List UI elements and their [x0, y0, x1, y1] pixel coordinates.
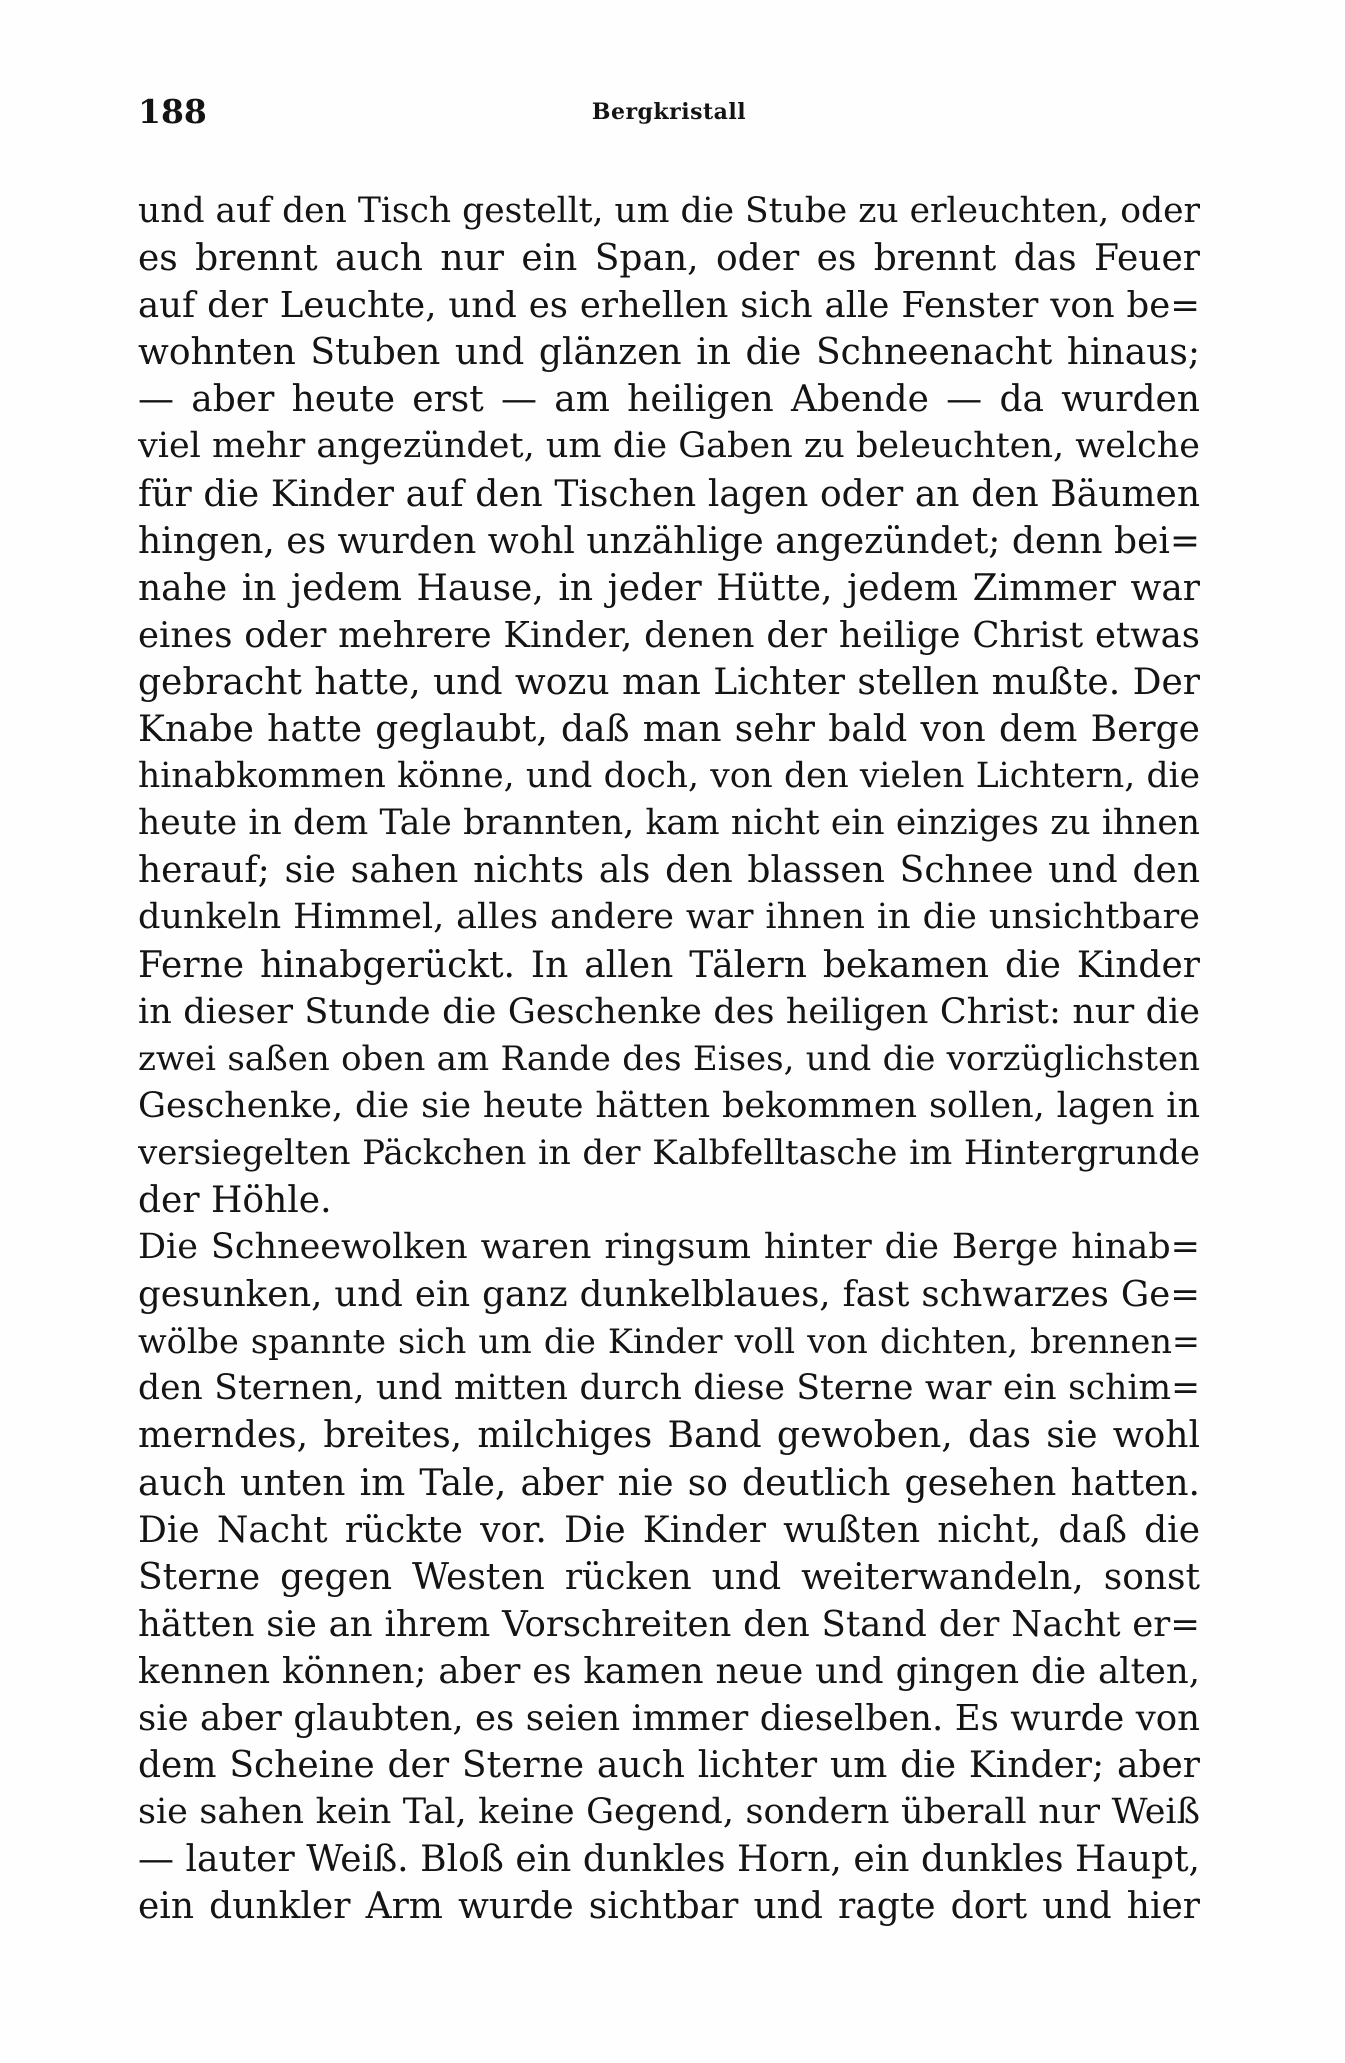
text-line: dem Scheine der Sterne auch lichter um die Kinder; aber: [138, 1745, 1200, 1787]
text-line: auch unten im Tale, aber nie so deutlich gesehen hatten.: [138, 1462, 1200, 1504]
text-line: wölbe spannte sich um die Kinder voll von dichten, brennen=: [138, 1322, 1200, 1362]
text-line: versiegelten Päckchen in der Kalbfelltasche im Hintergrunde: [138, 1132, 1200, 1173]
text-line: Ferne hinabgerückt. In allen Tälern bekamen die Kinder: [138, 944, 1200, 986]
text-line: Die Schneewolken waren ringsum hinter die Berge hinab=: [138, 1227, 1200, 1268]
paragraph-end-line: der Höhle.: [138, 1179, 332, 1221]
text-line: Knabe hatte geglaubt, daß man sehr bald von dem Berge: [138, 709, 1200, 751]
body-text: [138, 188, 1200, 1930]
text-line: hätten sie an ihrem Vorschreiten den Stand der Nacht er=: [138, 1603, 1200, 1645]
page-number: 188: [138, 92, 207, 131]
text-line: auf der Leuchte, und es erhellen sich alle Fenster von be=: [138, 285, 1200, 327]
text-line: ein dunkler Arm wurde sichtbar und ragte dort und hier: [138, 1886, 1200, 1928]
text-line: für die Kinder auf den Tischen lagen oder an den Bäumen: [138, 473, 1200, 515]
text-line: hingen, es wurden wohl unzählige angezündet; denn bei=: [138, 520, 1200, 562]
text-line: sie aber glaubten, es seien immer dieselben. Es wurde von: [138, 1698, 1200, 1739]
text-line: gebracht hatte, und wozu man Lichter stellen mußte. Der: [138, 661, 1200, 703]
text-line: es brennt auch nur ein Span, oder es brennt das Feuer: [138, 238, 1200, 280]
text-line: eines oder mehrere Kinder, denen der heilige Christ etwas: [138, 614, 1200, 656]
text-line: in dieser Stunde die Geschenke des heiligen Christ: nur die: [138, 991, 1200, 1032]
text-line: herauf; sie sahen nichts als den blassen Schnee und den: [138, 850, 1200, 892]
text-line: sie sahen kein Tal, keine Gegend, sondern überall nur Weiß: [138, 1792, 1200, 1833]
text-line: wohnten Stuben und glänzen in die Schneenacht hinaus;: [138, 332, 1200, 374]
text-line: dunkeln Himmel, alles andere war ihnen in die unsichtbare: [138, 897, 1200, 938]
text-line: Die Nacht rückte vor. Die Kinder wußten nicht, daß die: [138, 1509, 1200, 1551]
text-line: kennen können; aber es kamen neue und gingen die alten,: [138, 1650, 1200, 1692]
text-line: den Sternen, und mitten durch diese Sterne war ein schim=: [138, 1368, 1200, 1409]
text-line: heute in dem Tale brannten, kam nicht ein einziges zu ihnen: [138, 803, 1200, 844]
text-line: — lauter Weiß. Bloß ein dunkles Horn, ein dunkles Haupt,: [138, 1839, 1200, 1881]
text-line: hinabkommen könne, und doch, von den vielen Lichtern, die: [138, 756, 1200, 797]
text-line: viel mehr angezündet, um die Gaben zu beleuchten, welche: [138, 426, 1200, 467]
text-line: und auf den Tisch gestellt, um die Stube zu erleuchten, oder: [138, 191, 1200, 231]
text-line: Sterne gegen Westen rücken und weiterwandeln, sonst: [138, 1556, 1200, 1598]
text-line: — aber heute erst — am heiligen Abende — da wurden: [138, 379, 1200, 421]
text-line: merndes, breites, milchiges Band gewoben, das sie wohl: [138, 1415, 1200, 1457]
text-line: zwei saßen oben am Rande des Eises, und die vorzüglichsten: [138, 1038, 1200, 1079]
text-line: nahe in jedem Hause, in jeder Hütte, jedem Zimmer war: [138, 567, 1200, 609]
page-header: [138, 92, 1200, 132]
text-line: gesunken, und ein ganz dunkelblaues, fast schwarzes Ge=: [138, 1274, 1200, 1316]
text-line: Geschenke, die sie heute hätten bekommen sollen, lagen in: [138, 1085, 1200, 1126]
running-title: Bergkristall: [591, 99, 747, 125]
